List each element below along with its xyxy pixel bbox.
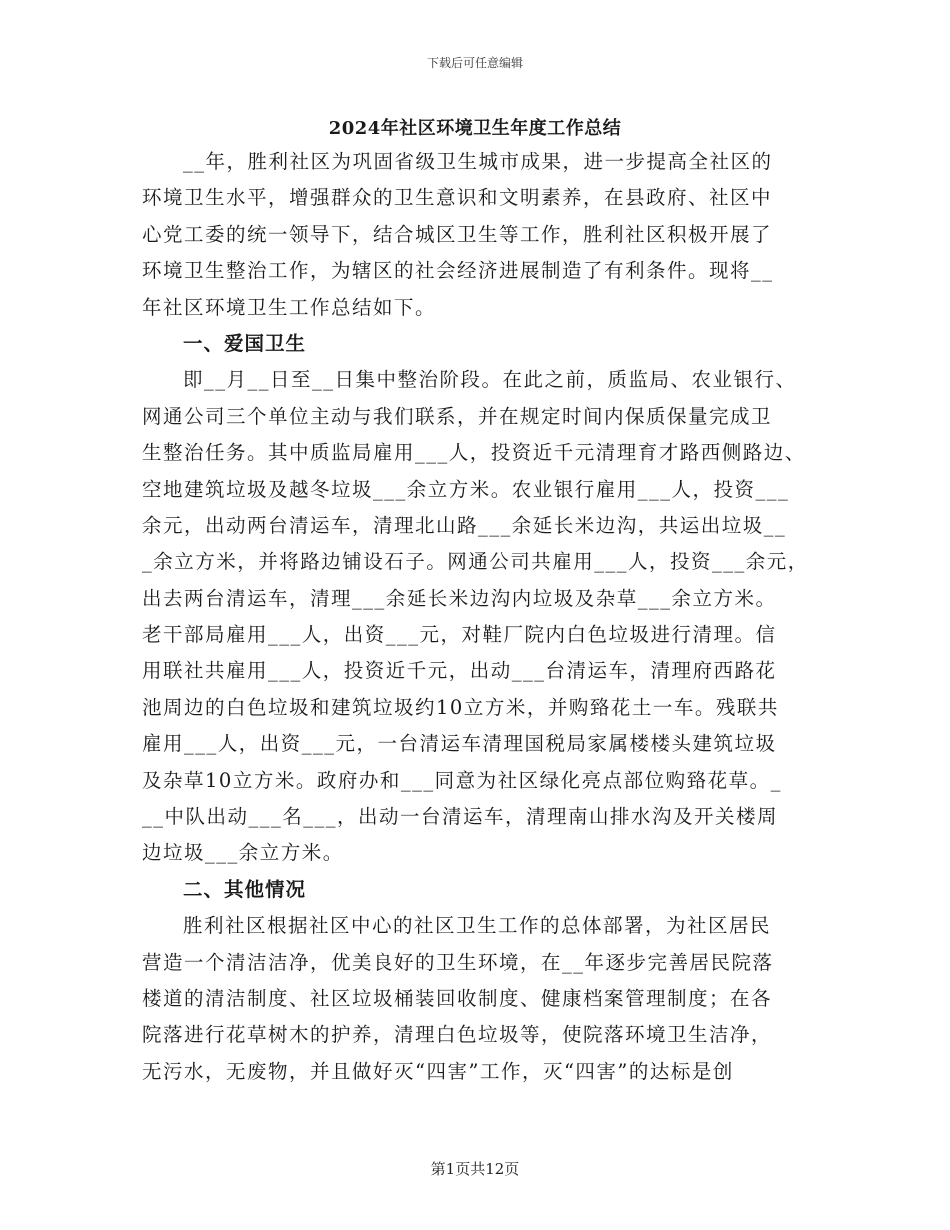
section1-line: 老干部局雇用___人，出资___元，对鞋厂院内白色垃圾进行清理。信 xyxy=(142,623,777,647)
section1-line: 生整治任务。其中质监局雇用___人，投资近千元清理育才路西侧路边、 xyxy=(142,441,806,465)
section2-line: 院落进行花草树木的护养，清理白色垃圾等，使院落环境卫生洁净， xyxy=(142,1023,773,1047)
section1-line: __中队出动___名___，出动一台清运车，清理南山排水沟及开关楼周 xyxy=(142,805,779,829)
intro-line: 心党工委的统一领导下，结合城区卫生等工作，胜利社区积极开展了 xyxy=(142,222,773,246)
document-title: 2024年社区环境卫生年度工作总结 xyxy=(328,118,622,139)
page-footer: 第1页共12页 xyxy=(430,1160,520,1178)
intro-line: __年，胜利社区为巩固省级卫生城市成果，进一步提高全社区的 xyxy=(183,150,773,173)
header-note: 下载后可任意编辑 xyxy=(426,56,523,70)
section1-line: 边垃圾___余立方米。 xyxy=(142,841,344,865)
section-heading-patriotic-hygiene: 一、爱国卫生 xyxy=(183,331,307,355)
section1-line: 雇用___人，出资___元，一台清运车清理国税局家属楼楼头建筑垃圾 xyxy=(142,732,777,756)
document-body xyxy=(142,144,824,1090)
section2-line: 无污水，无废物，并且做好灭“四害”工作，灭“四害”的达标是创 xyxy=(142,1059,734,1083)
section1-line: 出去两台清运车，清理___余延长米边沟内垃圾及杂草___余立方米。 xyxy=(142,586,777,610)
section1-line: 用联社共雇用___人，投资近千元，出动___台清运车，清理府西路花 xyxy=(142,659,777,683)
intro-line: 环境卫生水平，增强群众的卫生意识和文明素养，在县政府、社区中 xyxy=(142,186,773,210)
section1-line: 即__月__日至__日集中整治阶段。在此之前，质监局、农业银行、 xyxy=(183,368,797,392)
intro-line: 环境卫生整治工作，为辖区的社会经济进展制造了有利条件。现将__ xyxy=(142,259,774,283)
section1-line: 池周边的白色垃圾和建筑垃圾约10立方米，并购臵花土一车。残联共 xyxy=(142,695,779,719)
section1-line: 余元，出动两台清运车，清理北山路___余延长米边沟，共运出垃圾__ xyxy=(142,513,787,537)
section2-line: 营造一个清洁洁净，优美良好的卫生环境，在__年逐步完善居民院落 xyxy=(142,950,774,974)
section-heading-other-situations: 二、其他情况 xyxy=(183,877,307,901)
section1-line: 空地建筑垃圾及越冬垃圾___余立方米。农业银行雇用___人，投资___ xyxy=(142,477,790,501)
intro-line: 年社区环境卫生工作总结如下。 xyxy=(142,295,437,319)
section2-line: 楼道的清洁制度、社区垃圾桶装回收制度、健康档案管理制度；在各 xyxy=(142,986,773,1010)
section1-line: 网通公司三个单位主动与我们联系，并在规定时间内保质保量完成卫 xyxy=(142,404,773,428)
section2-line: 胜利社区根据社区中心的社区卫生工作的总体部署，为社区居民 xyxy=(183,914,772,938)
section1-line: 及杂草10立方米。政府办和___同意为社区绿化亮点部位购臵花草。_ xyxy=(142,768,782,792)
section1-line: _余立方米，并将路边铺设石子。网通公司共雇用___人，投资___余元， xyxy=(142,550,809,574)
